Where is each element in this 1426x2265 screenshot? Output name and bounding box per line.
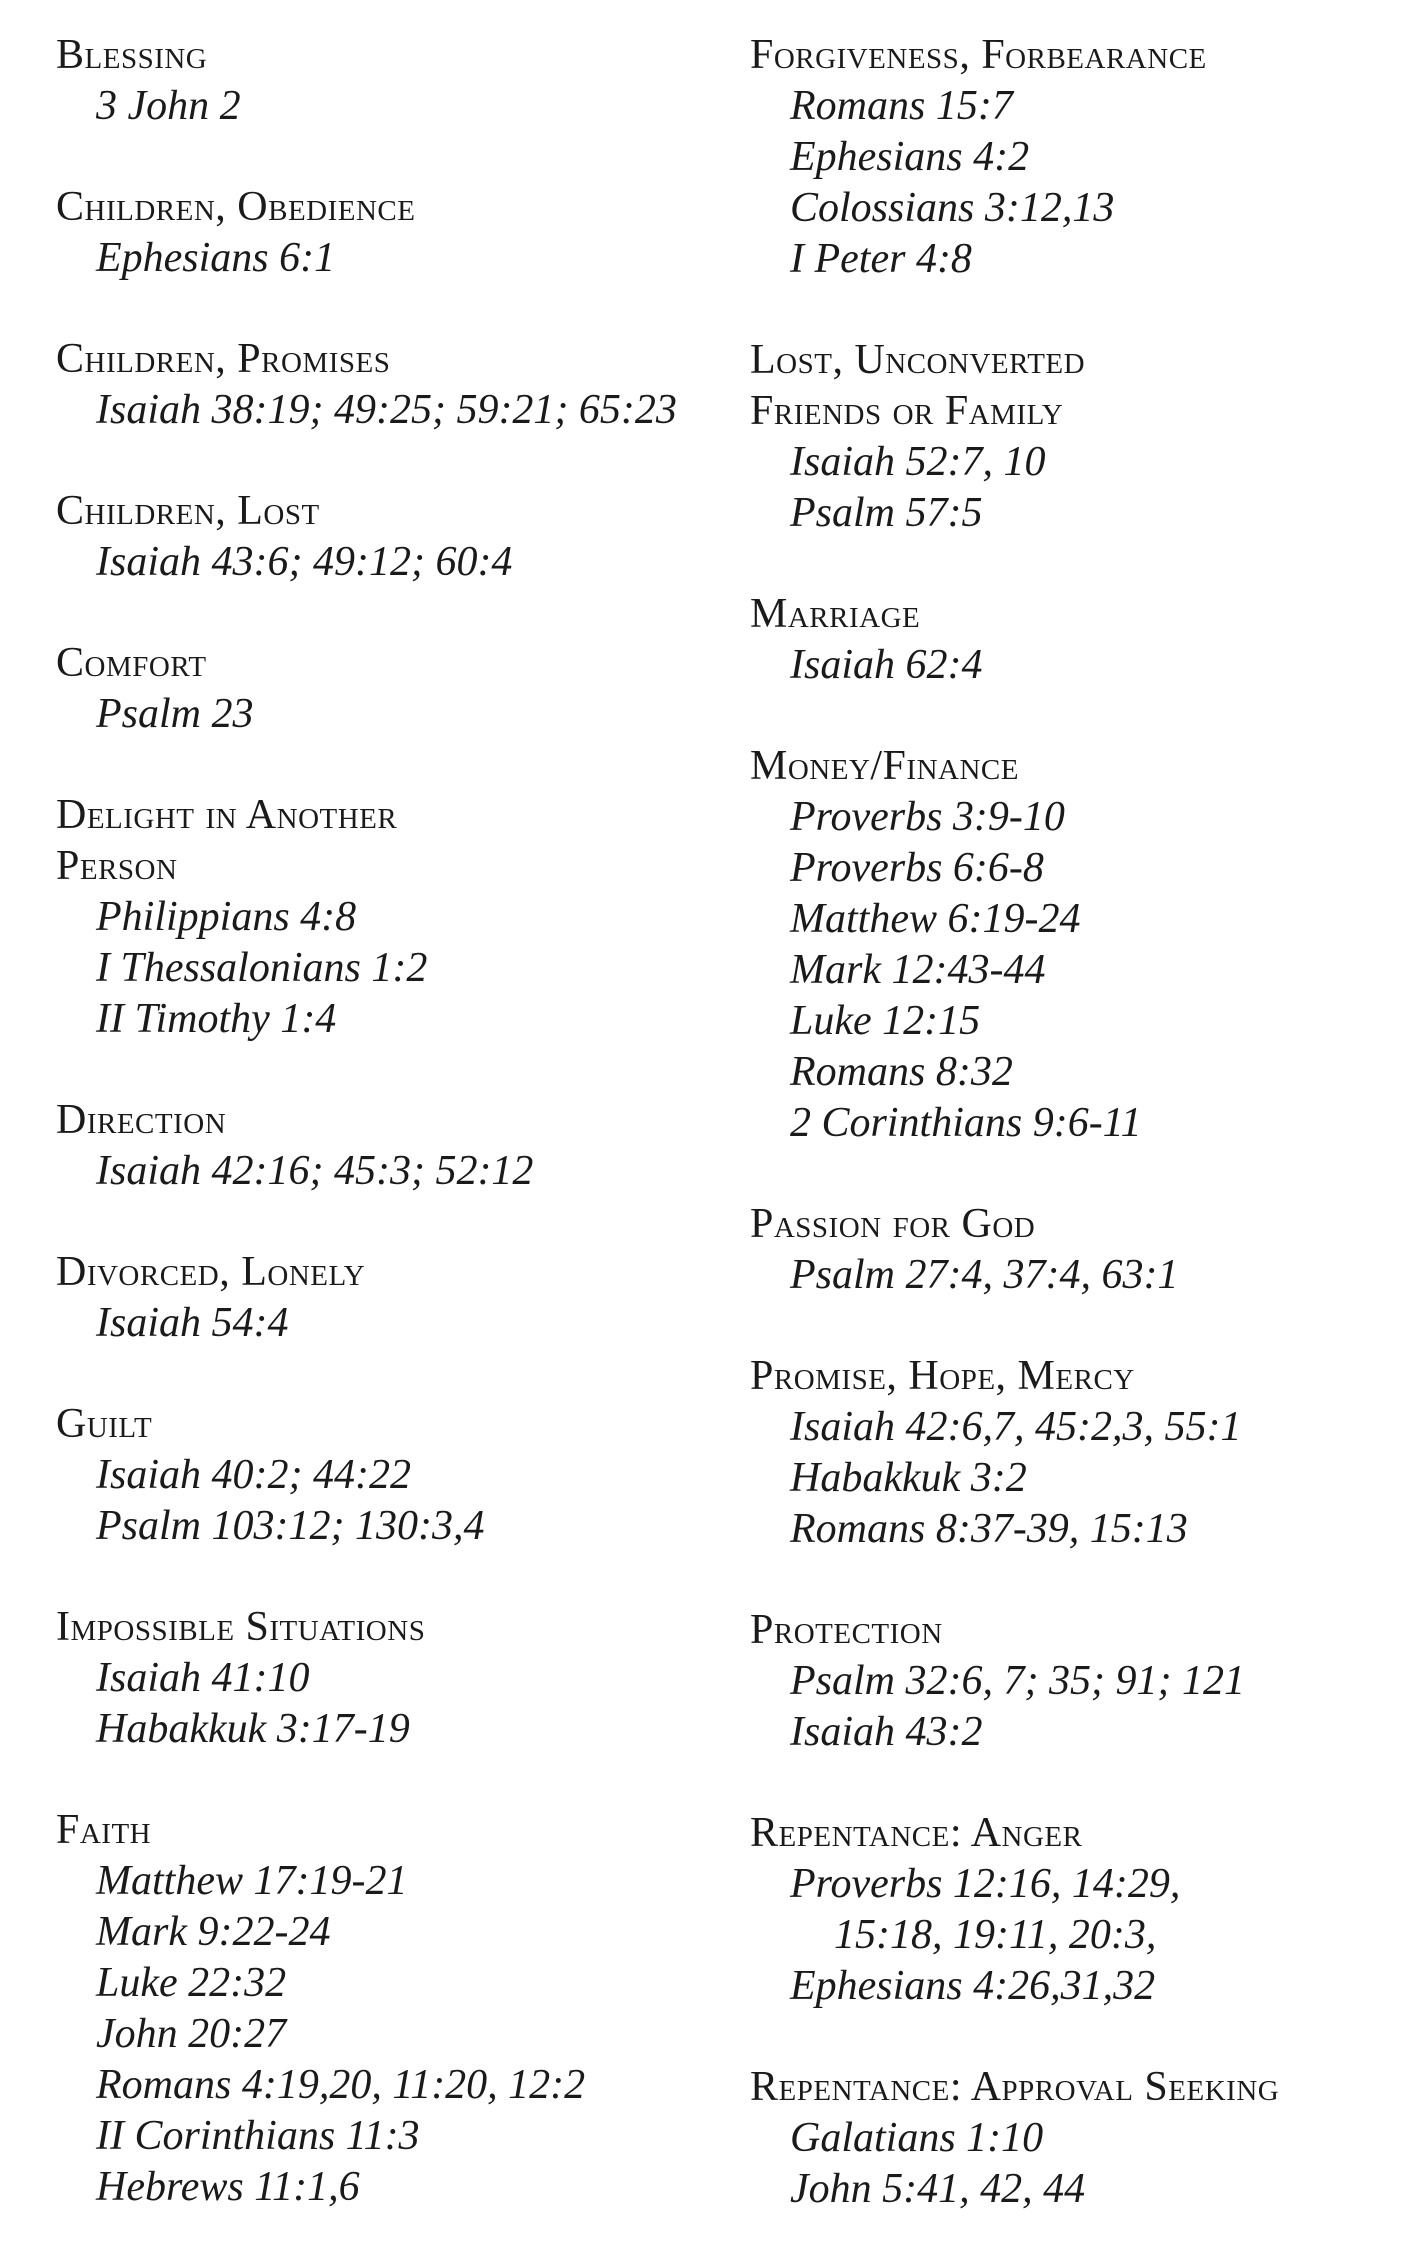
scripture-reference: Isaiah 62:4 (790, 642, 983, 688)
topic-heading-line: Guilt (56, 1401, 153, 1447)
scripture-reference: 3 John 2 (96, 83, 241, 129)
topic-entry-lost-unconverted-friends-or-family (750, 335, 1410, 539)
scripture-reference: Psalm 32:6, 7; 35; 91; 121 (790, 1658, 1245, 1704)
topic-heading-line: Comfort (56, 640, 207, 686)
topic-heading-line: Repentance: Approval Seeking (750, 2064, 1280, 2110)
topic-heading-line: Direction (56, 1097, 227, 1143)
scripture-reference: Colossians 3:12,13 (790, 185, 1115, 231)
topic-heading (750, 741, 1410, 792)
topic-heading-line: Marriage (750, 591, 921, 637)
topic-heading (750, 335, 1410, 437)
topic-heading (56, 1095, 696, 1146)
scripture-reference: Romans 15:7 (790, 83, 1013, 129)
topic-heading (56, 1602, 696, 1653)
topic-heading-line: Money/Finance (750, 743, 1019, 789)
scripture-reference: Proverbs 12:16, 14:29, (790, 1861, 1181, 1907)
right-column (750, 30, 1410, 2265)
scripture-reference: Luke 12:15 (790, 998, 981, 1044)
topic-entry-money-finance (750, 741, 1410, 1149)
topic-heading-line: Protection (750, 1607, 943, 1653)
topic-entry-children-obedience (56, 182, 696, 284)
scripture-reference: John 20:27 (96, 2011, 287, 2057)
topic-entry-forgiveness-forbearance (750, 30, 1410, 285)
topic-entry-promise-hope-mercy (750, 1351, 1410, 1555)
scripture-reference: Isaiah 38:19; 49:25; 59:21; 65:23 (96, 387, 677, 433)
topic-entry-comfort (56, 638, 696, 740)
scripture-reference: Isaiah 54:4 (96, 1300, 289, 1346)
scripture-reference: Proverbs 3:9-10 (790, 794, 1065, 840)
scripture-reference: John 5:41, 42, 44 (790, 2166, 1086, 2212)
topic-heading (56, 30, 696, 81)
scripture-reference: II Corinthians 11:3 (96, 2113, 420, 2159)
scripture-reference: Ephesians 4:2 (790, 134, 1030, 180)
scripture-reference: Isaiah 43:6; 49:12; 60:4 (96, 539, 513, 585)
topic-heading-line: Divorced, Lonely (56, 1249, 366, 1295)
topic-entry-divorced-lonely (56, 1247, 696, 1349)
topic-heading (750, 1605, 1410, 1656)
scripture-reference: Romans 4:19,20, 11:20, 12:2 (96, 2062, 586, 2108)
topic-entry-delight-in-another-person (56, 790, 696, 1045)
scripture-reference: Matthew 6:19-24 (790, 896, 1081, 942)
topic-heading (56, 638, 696, 689)
scripture-reference: Psalm 57:5 (790, 490, 983, 536)
topic-heading-line: Passion for God (750, 1201, 1036, 1247)
topic-heading (56, 182, 696, 233)
topic-heading-line: Person (56, 843, 178, 889)
scripture-reference: Isaiah 52:7, 10 (790, 439, 1046, 485)
topic-heading (750, 2062, 1410, 2113)
topic-heading-line: Promise, Hope, Mercy (750, 1353, 1135, 1399)
scripture-reference: Isaiah 43:2 (790, 1709, 983, 1755)
topic-entry-impossible-situations (56, 1602, 696, 1755)
topic-heading-line: Forgiveness, Forbearance (750, 32, 1207, 78)
scripture-reference: Philippians 4:8 (96, 894, 357, 940)
topic-entry-direction (56, 1095, 696, 1197)
topic-heading (56, 790, 696, 892)
topic-heading (56, 1399, 696, 1450)
topic-heading (56, 334, 696, 385)
scripture-reference: Galatians 1:10 (790, 2115, 1044, 2161)
scripture-reference: Ephesians 4:26,31,32 (790, 1963, 1156, 2009)
scripture-reference: Psalm 103:12; 130:3,4 (96, 1503, 485, 1549)
scripture-reference: Isaiah 40:2; 44:22 (96, 1452, 411, 1498)
scripture-reference: Isaiah 42:6,7, 45:2,3, 55:1 (790, 1404, 1242, 1450)
scripture-reference: Romans 8:32 (790, 1049, 1013, 1095)
scripture-reference: Luke 22:32 (96, 1960, 287, 2006)
topic-entry-children-lost (56, 486, 696, 588)
scripture-reference: Psalm 27:4, 37:4, 63:1 (790, 1252, 1179, 1298)
topic-heading-line: Children, Obedience (56, 184, 416, 230)
scripture-reference: Romans 8:37-39, 15:13 (790, 1506, 1188, 1552)
topic-entry-marriage (750, 589, 1410, 691)
topic-heading-line: Blessing (56, 32, 208, 78)
topic-heading-line: Lost, Unconverted (750, 337, 1086, 383)
scripture-reference: Ephesians 6:1 (96, 235, 336, 281)
topic-heading (750, 1808, 1410, 1859)
scripture-reference: Habakkuk 3:2 (790, 1455, 1027, 1501)
topic-entry-passion-for-god (750, 1199, 1410, 1301)
topic-heading (56, 1247, 696, 1298)
scripture-reference: Hebrews 11:1,6 (96, 2164, 360, 2210)
scripture-reference: I Thessalonians 1:2 (96, 945, 428, 991)
topic-entry-protection (750, 1605, 1410, 1758)
topic-heading (750, 30, 1410, 81)
scripture-reference: Isaiah 41:10 (96, 1655, 310, 1701)
topic-entry-blessing (56, 30, 696, 132)
scripture-reference: Mark 12:43-44 (790, 947, 1046, 993)
topic-heading-line: Children, Lost (56, 488, 320, 534)
scripture-reference: I Peter 4:8 (790, 236, 972, 282)
topic-heading (750, 1199, 1410, 1250)
scripture-reference: Mark 9:22-24 (96, 1909, 331, 1955)
topic-heading-line: Repentance: Anger (750, 1810, 1083, 1856)
topic-heading-line: Delight in Another (56, 792, 398, 838)
topic-entry-faith (56, 1805, 696, 2213)
scripture-reference: Proverbs 6:6-8 (790, 845, 1044, 891)
topic-heading (750, 1351, 1410, 1402)
left-column (56, 30, 696, 2263)
topic-heading (750, 589, 1410, 640)
scripture-reference: II Timothy 1:4 (96, 996, 337, 1042)
topic-heading (56, 1805, 696, 1856)
topic-heading (56, 486, 696, 537)
scripture-reference: 15:18, 19:11, 20:3, (834, 1912, 1157, 1958)
topic-entry-repentance-approval-seeking (750, 2062, 1410, 2215)
topic-heading-line: Faith (56, 1807, 152, 1853)
topic-heading-line: Friends or Family (750, 388, 1064, 434)
topic-heading-line: Impossible Situations (56, 1604, 426, 1650)
scripture-reference: Habakkuk 3:17-19 (96, 1706, 410, 1752)
topic-entry-repentance-anger (750, 1808, 1410, 2012)
scripture-reference: Psalm 23 (96, 691, 254, 737)
scripture-reference: Matthew 17:19-21 (96, 1858, 408, 1904)
topic-entry-guilt (56, 1399, 696, 1552)
topic-entry-children-promises (56, 334, 696, 436)
topic-heading-line: Children, Promises (56, 336, 391, 382)
scripture-reference: Isaiah 42:16; 45:3; 52:12 (96, 1148, 534, 1194)
scripture-reference: 2 Corinthians 9:6-11 (790, 1100, 1142, 1146)
